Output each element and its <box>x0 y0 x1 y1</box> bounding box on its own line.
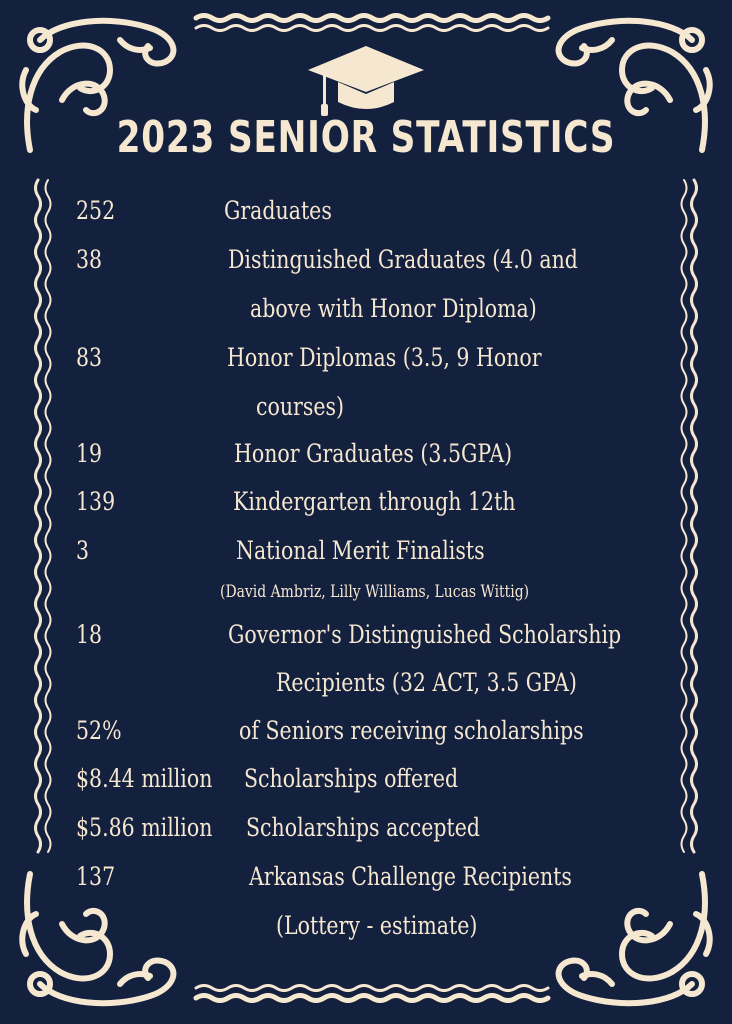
stat-label: Arkansas Challenge Recipients <box>249 862 572 891</box>
stat-label: of Seniors receiving scholarships <box>239 716 584 745</box>
stat-value: 38 <box>76 245 103 274</box>
stat-value: 18 <box>76 620 103 649</box>
stat-value: 139 <box>76 487 116 516</box>
stat-value: 83 <box>76 343 103 372</box>
stat-value: 52% <box>76 716 122 745</box>
stat-label: Honor Diplomas (3.5, 9 Honor <box>227 343 542 372</box>
stat-label: Scholarships accepted <box>246 813 481 842</box>
top-wave-border <box>196 16 548 21</box>
stat-label: Graduates <box>224 196 332 225</box>
stat-value: 19 <box>76 439 103 468</box>
stat-label: Scholarships offered <box>244 764 459 793</box>
stat-label: National Merit Finalists <box>236 536 485 565</box>
stat-label: courses) <box>256 392 344 421</box>
graduation-cap-icon <box>308 46 424 116</box>
stat-label: Honor Graduates (3.5GPA) <box>234 439 513 468</box>
bottom-wave-border <box>196 996 548 1001</box>
stat-value: 252 <box>76 196 116 225</box>
page-title: 2023 SENIOR STATISTICS <box>116 112 616 163</box>
stat-value: 3 <box>76 536 90 565</box>
stat-value: 137 <box>76 862 116 891</box>
left-wave-border <box>36 180 41 852</box>
stat-value: $5.86 million <box>76 813 213 842</box>
stat-label: (Lottery - estimate) <box>276 911 478 940</box>
stat-label: Governor's Distinguished Scholarship <box>228 620 622 649</box>
stat-label: Distinguished Graduates (4.0 and <box>228 245 578 274</box>
stat-label: above with Honor Diploma) <box>250 294 537 323</box>
right-wave-border <box>692 180 697 852</box>
stat-label: Recipients (32 ACT, 3.5 GPA) <box>276 668 577 697</box>
stat-value: $8.44 million <box>76 764 213 793</box>
stat-label: Kindergarten through 12th <box>233 487 516 516</box>
stat-label: (David Ambriz, Lilly Williams, Lucas Wittig) <box>220 582 530 602</box>
